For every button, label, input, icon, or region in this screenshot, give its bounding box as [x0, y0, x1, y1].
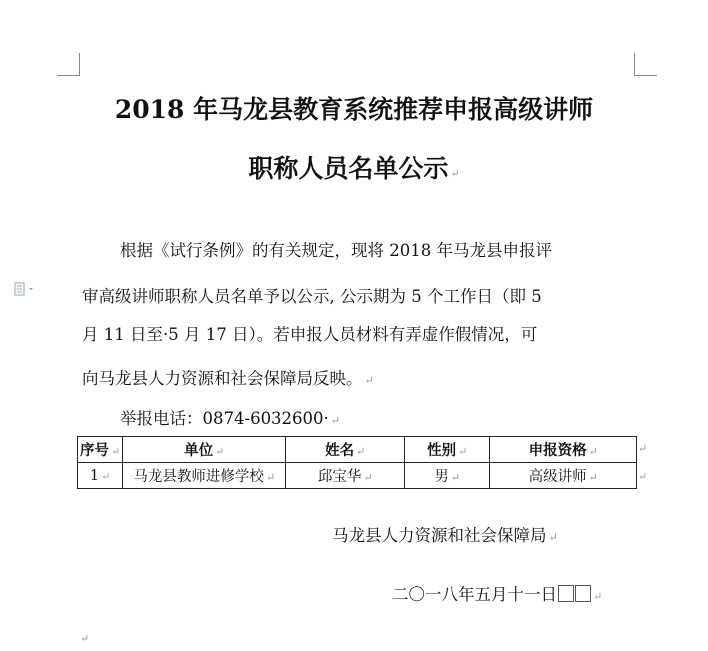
candidate-table [77, 436, 637, 489]
hotline-line: 举报电话：0874-6032600· ↵ [120, 409, 341, 428]
cell-name: 邱宝华 ↵ [286, 463, 405, 489]
table-header-row [78, 437, 637, 463]
paragraph-mark: ↵ [548, 531, 558, 544]
issue-date: 二〇一八年五月十一日 ↵ [392, 585, 603, 604]
body-paragraph-line-2: 审高级讲师职称人员名单予以公示, 公示期为 5 个工作日（即 5 [82, 287, 542, 306]
paragraph-mark: ↵ [364, 374, 374, 387]
cell-gender: 男 ↵ [405, 463, 490, 489]
placeholder-box [558, 585, 574, 602]
cell-qualification: 高级讲师 ↵ [490, 463, 637, 489]
header-cell-unit: 单位 ↵ [123, 437, 286, 463]
paragraph-mark: ↵ [593, 590, 603, 603]
issuing-organization: 马龙县人力资源和社会保障局 ↵ [332, 526, 558, 545]
paragraph-mark: ↵ [330, 414, 341, 427]
body-paragraph-line-1: 根据《试行条例》的有关规定，现将 2018 年马龙县申报评 [120, 241, 552, 260]
body-paragraph-line-4: 向马龙县人力资源和社会保障局反映。 ↵ [82, 369, 374, 388]
final-paragraph-mark: ↵ [80, 632, 90, 645]
row-end-mark: ↵ [638, 442, 648, 455]
cell-unit: 马龙县教师进修学校 ↵ [123, 463, 286, 489]
header-cell-gender: 性别 ↵ [405, 437, 490, 463]
header-cell-name: 姓名 ↵ [286, 437, 405, 463]
cell-number: 1 ↵ [78, 463, 123, 489]
placeholder-box [575, 585, 591, 602]
header-cell-number: 序号 ↵ [78, 437, 123, 463]
paste-options-icon[interactable] [14, 282, 36, 296]
page-corner-mark-top-right [634, 53, 657, 76]
document-title-line-1: 2018 年马龙县教育系统推荐申报高级讲师 [114, 95, 594, 124]
page-corner-mark-top-left [57, 53, 80, 76]
row-end-mark: ↵ [638, 470, 648, 483]
body-paragraph-line-3: 月 11 日至·5 月 17 日）。若申报人员材料有弄虚作假情况，可 [82, 325, 538, 344]
header-cell-qualification: 申报资格 ↵ [490, 437, 637, 463]
document-title-line-2: 职称人员名单公示 ↵ [248, 154, 460, 183]
paragraph-mark: ↵ [450, 167, 460, 180]
table-row [78, 463, 637, 489]
